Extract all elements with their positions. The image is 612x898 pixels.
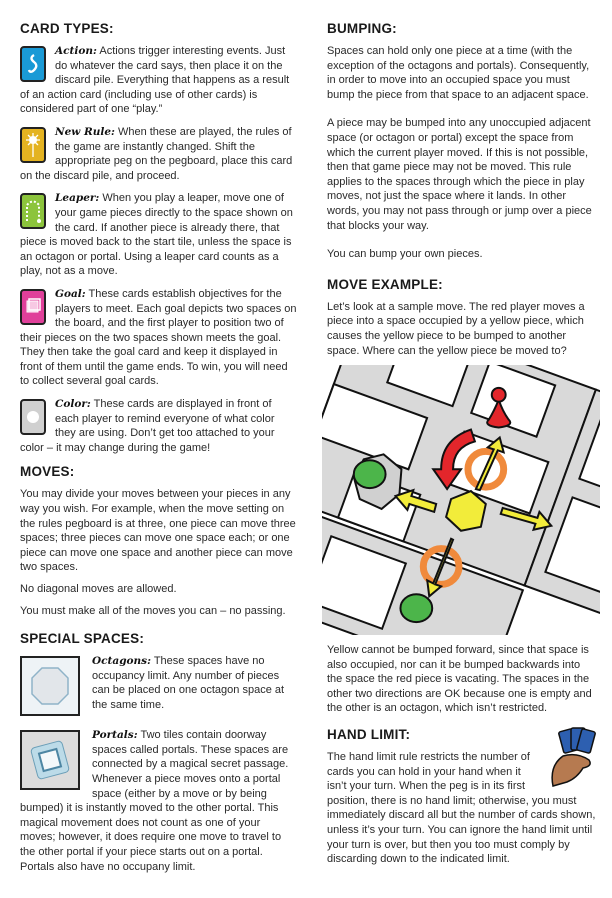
- octagon-space-icon: [20, 656, 80, 716]
- moves-paragraph: You may divide your moves between your pieces in any way you wish. For example, when the move setting on the rules pegboard is at three, one piece can move three spaces; three pieces can move one space each; or one piece can move one space and another piece can move two spaces.: [20, 488, 296, 574]
- right-column: [327, 20, 597, 874]
- green-piece: [400, 594, 432, 622]
- moves-paragraph: No diagonal moves are allowed.: [20, 583, 177, 595]
- card-types-section: [20, 20, 298, 455]
- bumping-section: [327, 20, 597, 262]
- bumping-paragraph: A piece may be bumped into any unoccupied adjacent space (or octagon or portal) except the space from which the current player moved. If this is not possible, then that game piece may not be moved. This rule applies to the spaces through which the piece in play moves, not just the space where it lands. In other words, you may not pass through or jump over a piece that blocks your way.: [327, 117, 592, 232]
- bumping-paragraph: Spaces can hold only one piece at a time (with the exception of the octagons and portals). Consequently, in order to move into an occupied space you must bump the piece from that space to an adjacent space.: [327, 45, 590, 101]
- card-type-goal: Goal: These cards establish objectives for the players to meet. Each goal depicts two spaces on the board, and the first player to position two of their pieces on the two spaces shown meets the goal. They then take the goal card and keep it displayed in front of them until the game ends. To win, you will need to collect several goal cards.: [20, 287, 297, 388]
- move-example-explanation: Yellow cannot be bumped forward, since that space is also occupied, nor can it be bumped backwards into the space the red piece is vacating. The spaces in the other two directions are OK because one is empty and the other is an octagon, which isn’t restricted.: [327, 644, 592, 715]
- portal-space-icon: [20, 730, 80, 790]
- move-example-section: [327, 276, 597, 716]
- new-rule-card-icon: [20, 127, 46, 163]
- moves-section: [20, 463, 298, 618]
- hand-limit-section: [327, 726, 597, 867]
- red-pawn-head: [492, 388, 506, 402]
- special-spaces-heading: SPECIAL SPACES:: [20, 631, 145, 647]
- move-example-diagram: [322, 365, 600, 635]
- special-space-portals: Portals: Two tiles contain doorway spaces called portals. These spaces are connected by a magical secret passage. Whenever a piece moves onto a portal space (either by a move or by being bumped) it is instantly moved to the other portal. This magical movement does not count as one of your moves; however, it does require one move to travel to the other portal if your piece starts out on a portal. Portals also have no occupany limit.: [20, 729, 289, 873]
- move-example-heading: MOVE EXAMPLE:: [327, 276, 443, 292]
- left-column: [20, 20, 298, 882]
- card-type-new-rule: New Rule: When these are played, the rules of the game are instantly changed. Shift the appropriate peg on the pegboard, place this card on the discard pile, and proceed.: [20, 125, 293, 182]
- card-types-heading: CARD TYPES:: [20, 21, 114, 36]
- move-example-intro: Let’s look at a sample move. The red player moves a piece into a space occupied by a yellow piece, which causes the yellow piece to be bumped to another space. Where can the yellow piece be moved to?: [327, 300, 585, 357]
- bumping-paragraph: You can bump your own pieces.: [327, 248, 483, 261]
- bumping-heading: BUMPING:: [327, 21, 397, 36]
- hand-limit-text: The hand limit rule restricts the number of cards you can hold in your hand when it isn’t your turn. When the peg is in its first position, there is no hand limit; otherwise, you must immediately discard all but the number of cards shown, unless it’s your turn. You can ignore the hand limit until your turn is over, but then you too must comply by discarding down to the indicated limit.: [327, 751, 596, 866]
- moves-paragraph: You must make all of the moves you can – no passing.: [20, 604, 286, 617]
- card-type-leaper: Leaper: When you play a leaper, move one of your game pieces directly to the space shown on the card. If another piece is already there, that piece is moved back to the start tile, unless the space is an octagon or portal. Using a leaper card counts as a play, not as a move.: [20, 192, 293, 278]
- special-space-octagons: Octagons: These spaces have no occupancy limit. Any number of pieces can be placed on one octagon space at the same time.: [20, 654, 298, 720]
- hand-holding-cards-icon: [547, 726, 597, 790]
- card-type-action: Action: Actions trigger interesting events. Just do whatever the card says, then place it on the discard pile. Everything that happens as a result of an action card (including use of other cards) is considered part of one “play.”: [20, 45, 290, 116]
- leaper-card-icon: [20, 193, 46, 229]
- goal-card-icon: [20, 289, 46, 325]
- hand-limit-heading: HAND LIMIT:: [327, 727, 411, 743]
- action-card-icon: [20, 46, 46, 82]
- card-type-color: Color: These cards are displayed in front of each player to remind everyone of what color they are using. Don’t get too attached to your color – it may change during the game!: [20, 398, 275, 454]
- moves-heading: MOVES:: [20, 464, 75, 480]
- special-spaces-section: [20, 630, 298, 874]
- green-piece: [354, 460, 386, 488]
- color-card-icon: [20, 399, 46, 435]
